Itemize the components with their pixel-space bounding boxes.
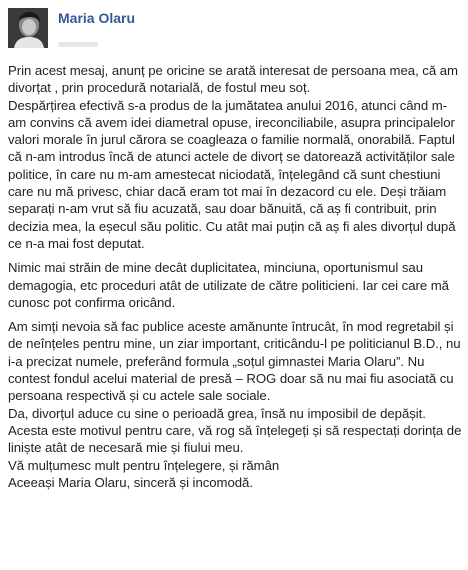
timestamp-placeholder — [58, 42, 98, 47]
avatar[interactable] — [8, 8, 48, 48]
post-paragraph: Da, divorțul aduce cu sine o perioadă grea, însă nu imposibil de depășit. Acesta este motivul pentru care, vă rog să înțelegeți și să respectați dorința de liniște atât de necesară mie și fiului meu. — [8, 405, 462, 456]
post-body — [8, 62, 462, 491]
post-paragraph: Am simți nevoia să fac publice aceste amănunte întrucât, în mod regretabil și de neînțeles pentru mine, un ziar important, criticându-l pe politicianul B.D., nu i-a precizat numele, preferând formula „soțul gimnastei Maria Olaru”. Nu contest fondul acelui material de presă – ROG doar să nu mai fiu asociată cu persoana respectivă și cu actele sale sociale. — [8, 319, 461, 404]
profile-photo-icon — [8, 8, 48, 48]
post-header — [8, 8, 460, 50]
post-paragraph: Despărțirea efectivă s-a produs de la jumătatea anului 2016, atunci când m-am convins că avem idei diametral opuse, ireconciliabile, asupra principalelor valori morale în jurul cărora se coagleaza o familie normală, onorabilă. Faptul că n-am introdus încă de atunci actele de divorț se datorează activităților sale politice, în care nu m-am amestecat niciodată, înțelegând că sunt chestiuni care nu mă privesc, chiar dacă eram tot mai în dezacord cu ele. Deși trăiam separați n-am vrut să fiu acuzată, sau doar bănuită, că aș fi contribuit, prin decizia mea, la eșecul său politic. Cu atât mai puțin că aș fi ales divorțul după ce n-a mai fost deputat. — [8, 97, 456, 251]
author-name-link[interactable]: Maria Olaru — [58, 10, 136, 26]
post-paragraph: Vă mulțumesc mult pentru înțelegere, și rămân — [8, 457, 280, 473]
post-paragraph: Aceeași Maria Olaru, sinceră și incomodă. — [8, 474, 253, 490]
post-timestamp[interactable] — [58, 34, 98, 40]
post-paragraph: Nimic mai străin de mine decât duplicitatea, minciuna, oportunismul sau demagogia, etc proceduri atât de utilizate de către politicieni. Iar cei care mă cunosc pot confirma oricând. — [8, 260, 449, 310]
post-paragraph: Prin acest mesaj, anunț pe oricine se arată interesat de persoana mea, că am divorțat , prin procedură notarială, de fostul meu soț. — [8, 63, 458, 96]
